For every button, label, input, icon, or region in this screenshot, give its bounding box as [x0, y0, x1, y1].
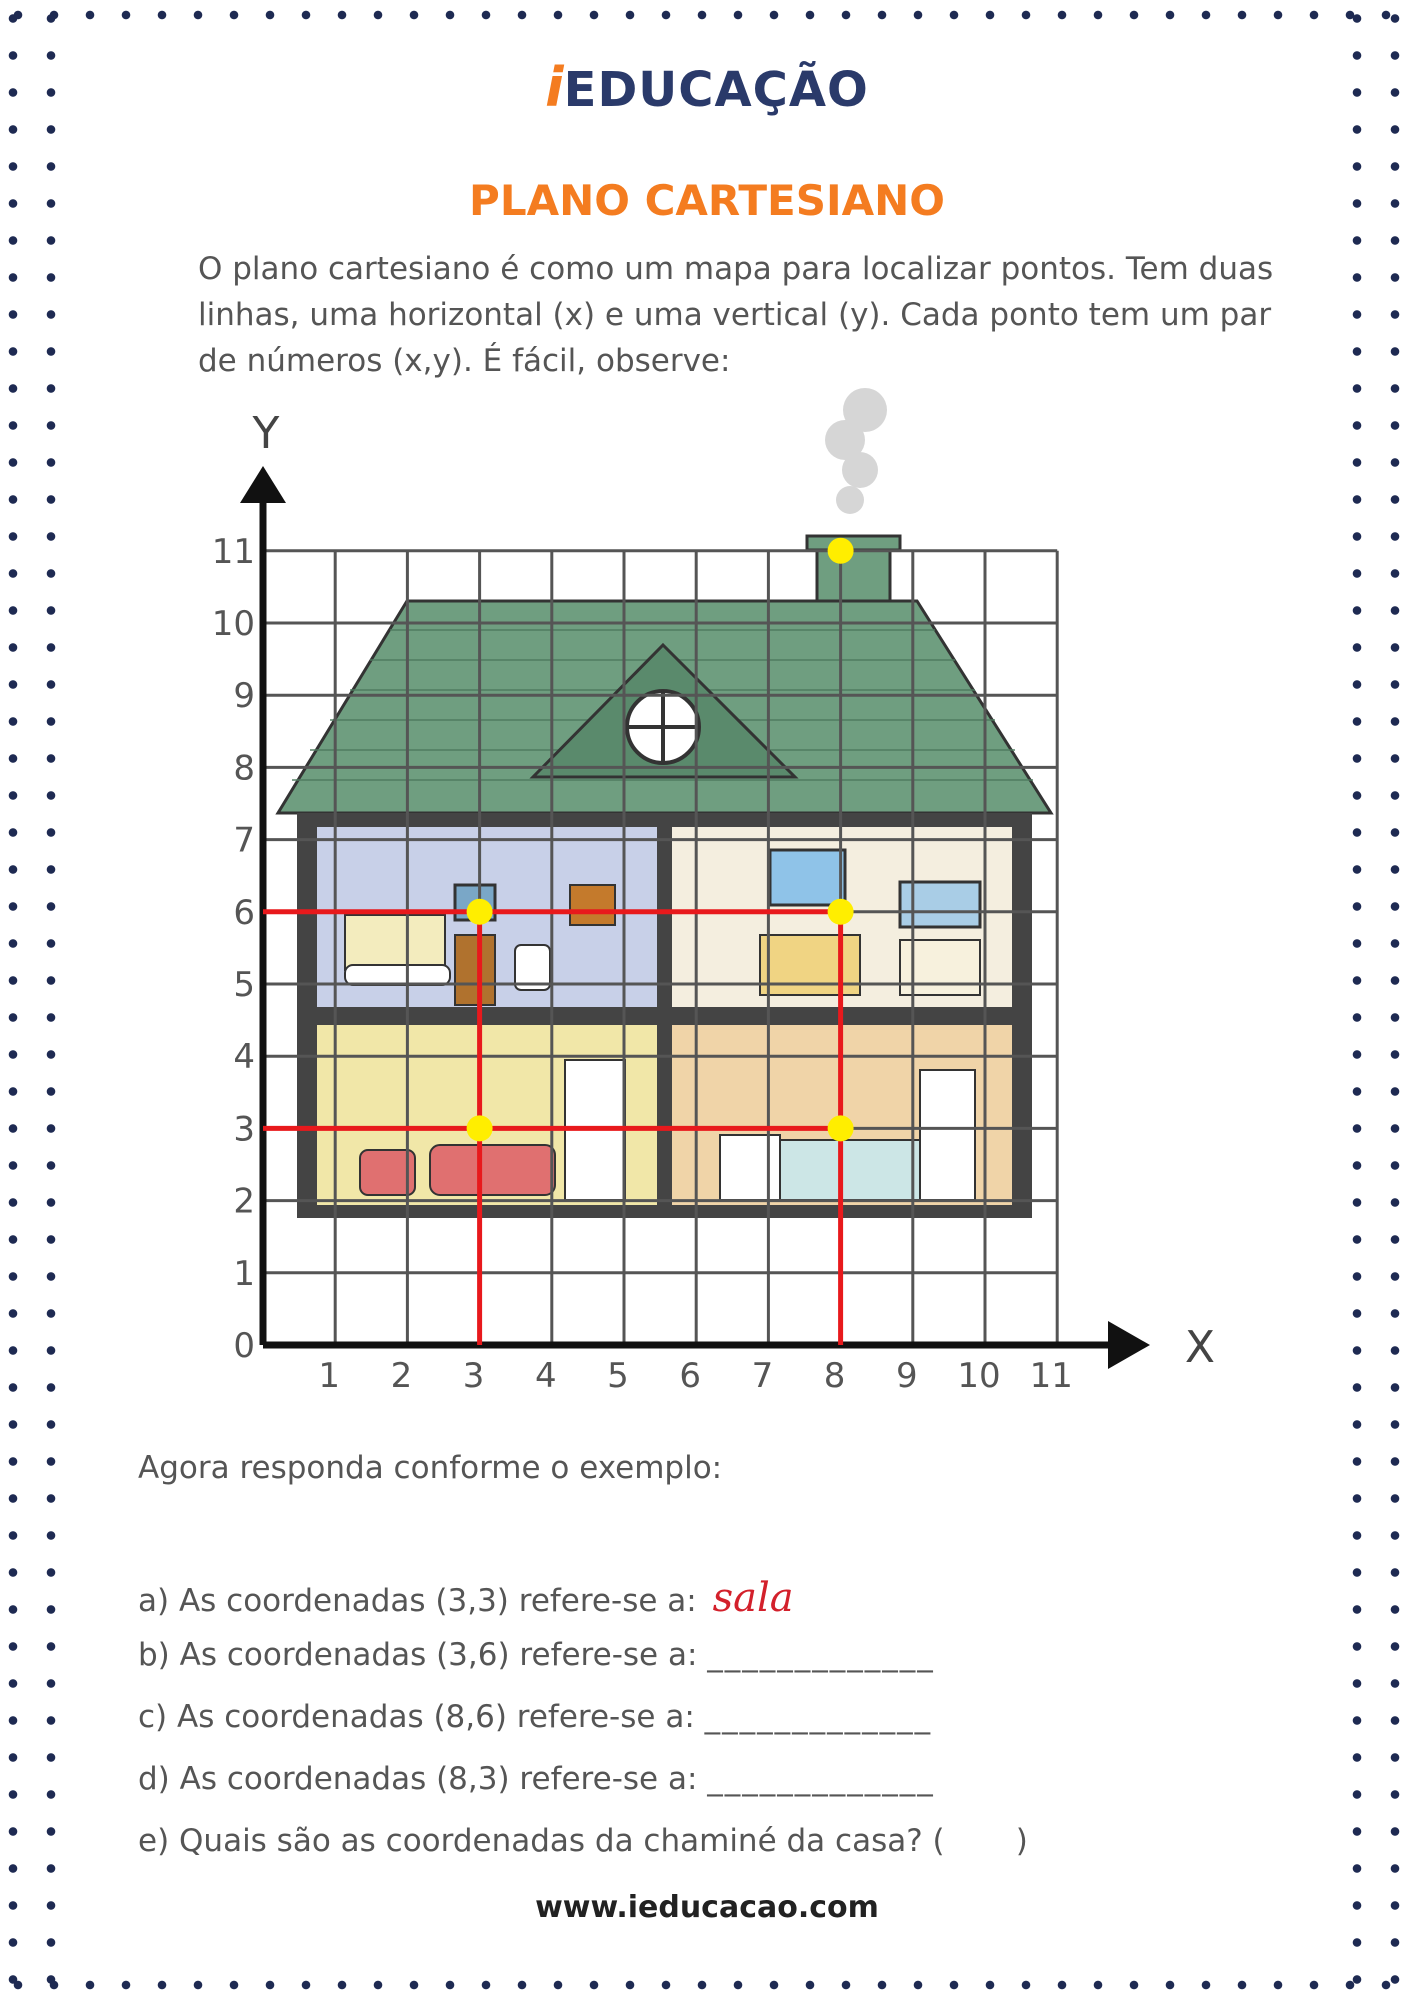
- question-e-text: e) Quais são as coordenadas da chaminé da casa? (: [138, 1823, 945, 1859]
- question-a-text: a) As coordenadas (3,3) refere-se a:: [138, 1583, 697, 1619]
- question-a-answer: sala: [712, 1575, 794, 1621]
- x-tick-label: 9: [895, 1356, 918, 1396]
- data-point: [828, 899, 854, 925]
- question-e-blank[interactable]: ): [944, 1823, 1030, 1859]
- brand-logo-word: EDUCAÇÃO: [563, 62, 869, 118]
- bottom-dot-border: [0, 1980, 1414, 1990]
- x-tick-label: 8: [823, 1356, 846, 1396]
- x-tick-label: 4: [534, 1356, 557, 1396]
- x-tick-label: 2: [390, 1356, 413, 1396]
- x-tick-label: 1: [318, 1356, 341, 1396]
- y-tick-label: 7: [233, 820, 255, 861]
- y-tick-label: 5: [233, 965, 255, 1005]
- y-tick-label: 9: [233, 676, 255, 717]
- y-tick-label: 10: [211, 604, 255, 644]
- data-point: [467, 899, 493, 925]
- question-b-text: b) As coordenadas (3,6) refere-se a:: [138, 1637, 698, 1673]
- x-tick-label: 5: [607, 1356, 629, 1396]
- question-c-blank[interactable]: _____________: [704, 1699, 933, 1735]
- data-point: [828, 538, 854, 564]
- y-tick-label: 1: [233, 1253, 255, 1294]
- brand-logo-i: i: [545, 56, 564, 119]
- smoke-icon: [825, 388, 887, 514]
- x-tick-label: 3: [462, 1356, 485, 1396]
- question-d: [138, 1761, 935, 1797]
- x-tick-label: 7: [751, 1356, 774, 1396]
- y-tick-label: 8: [233, 748, 255, 789]
- question-c: [138, 1699, 932, 1735]
- y-axis-label: Y: [252, 408, 280, 459]
- y-tick-label: 11: [211, 531, 255, 572]
- y-tick-label: 2: [233, 1181, 255, 1222]
- question-d-blank[interactable]: _____________: [707, 1761, 935, 1797]
- x-tick-label: 10: [957, 1356, 1001, 1396]
- x-tick-label: 6: [679, 1356, 702, 1396]
- data-point: [467, 1115, 493, 1141]
- x-axis-arrow: [1108, 1321, 1150, 1369]
- prompt-text: Agora responda conforme o exemplo:: [138, 1450, 723, 1486]
- question-a: [138, 1575, 794, 1621]
- page-title: PLANO CARTESIANO: [469, 176, 945, 225]
- website-footer: www.ieducacao.com: [535, 1890, 879, 1925]
- x-axis-label: X: [1184, 1322, 1216, 1373]
- y-tick-label: 0: [233, 1326, 255, 1366]
- y-axis-arrow: [240, 466, 286, 503]
- house-illustration: [278, 388, 1051, 1218]
- y-tick-label: 6: [233, 892, 255, 933]
- question-c-text: c) As coordenadas (8,6) refere-se a:: [138, 1699, 695, 1735]
- question-d-text: d) As coordenadas (8,3) refere-se a:: [138, 1761, 698, 1797]
- question-b: [138, 1637, 935, 1673]
- question-e: [138, 1823, 1030, 1859]
- intro-text: O plano cartesiano é como um mapa para localizar pontos. Tem duas linhas, uma horizontal (x) e uma vertical (y). Cada ponto tem um par de números (x,y). É fácil, observe:: [198, 251, 1274, 379]
- question-b-blank[interactable]: _____________: [707, 1637, 935, 1673]
- data-point: [828, 1115, 854, 1141]
- y-tick-label: 4: [233, 1037, 255, 1078]
- x-tick-label: 11: [1029, 1356, 1073, 1396]
- y-tick-label: 3: [233, 1109, 255, 1150]
